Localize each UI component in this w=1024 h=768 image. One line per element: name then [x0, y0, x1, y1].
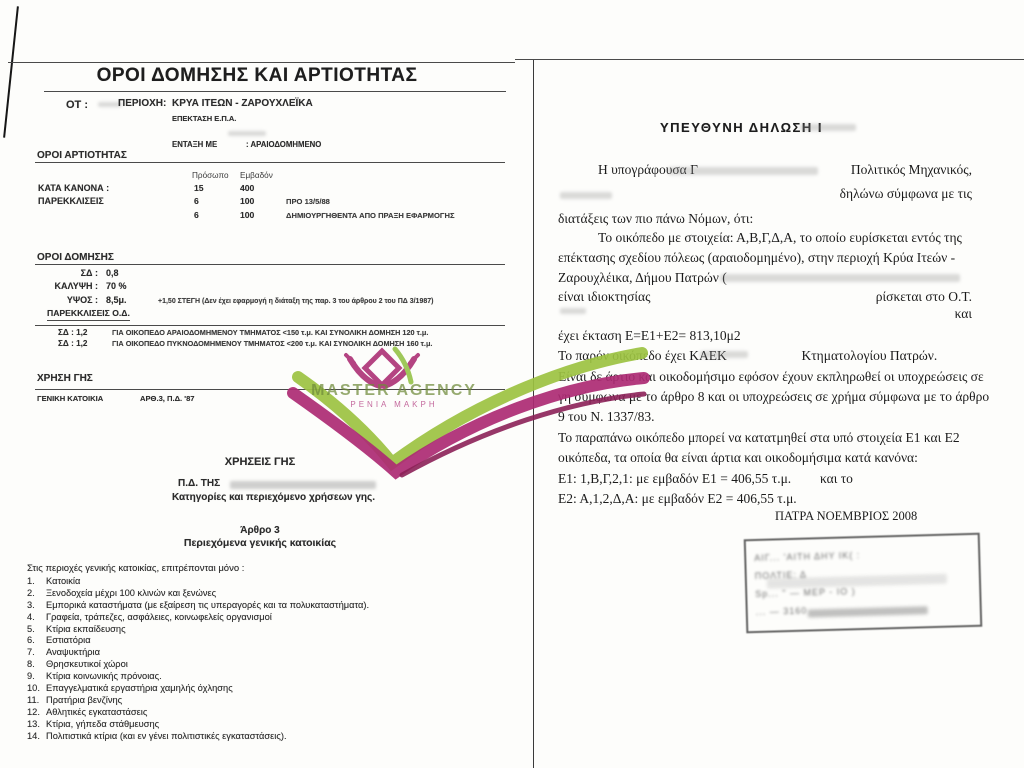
line-text: Το παρόν οικόπεδο έχει ΚΑΕΚ — [558, 348, 727, 363]
row-label: ΣΔ : 1,2 — [58, 328, 88, 337]
list-item — [27, 600, 505, 612]
xriseis-gis-heading: ΧΡΗΣΕΙΣ ΓΗΣ — [224, 456, 296, 468]
paragraph-line — [558, 471, 972, 487]
stamp-box — [744, 533, 983, 634]
list-item — [27, 635, 505, 647]
redaction-smudge — [230, 481, 376, 489]
row-value: 70 % — [106, 281, 127, 292]
xrisi-gis-ref: ΑΡΘ.3, Π.Δ. '87 — [140, 394, 195, 403]
redaction-smudge — [560, 192, 612, 199]
stamp-text: ΠΟΛΤΙΕ: Δ — [754, 569, 808, 582]
xrisi-gis-value: ΓΕΝΙΚΗ ΚΑΤΟΙΚΙΑ — [37, 394, 104, 403]
row-note: ΔΗΜΙΟΥΡΓΗΘΕΝΤΑ ΑΠΟ ΠΡΑΞΗ ΕΦΑΡΜΟΓΗΣ — [286, 210, 455, 220]
list-item-text: Κτίρια εκπαίδευσης — [46, 623, 126, 634]
line-text: Ε1: 1,Β,Γ,2,1: με εμβαδόν Ε1 = 406,55 τ.μ. — [558, 471, 792, 486]
list-item-text: Πρατήρια βενζίνης — [46, 694, 123, 705]
paragraph-line: έχει έκταση Ε=Ε1+Ε2= 813,10μ2 — [558, 328, 741, 343]
page-title: ΟΡΟΙ ΔΟΜΗΣΗΣ ΚΑΙ ΑΡΤΙΟΤΗΤΑΣ — [96, 65, 418, 86]
table-row — [36, 295, 504, 308]
line-text: ρίσκεται στο Ο.Τ. — [875, 289, 972, 304]
scan-edge-line — [3, 6, 19, 137]
list-item — [27, 576, 505, 588]
row-emvadon: 400 — [240, 183, 255, 193]
list-item — [27, 647, 505, 659]
arthro-heading: Άρθρο 3 — [240, 525, 280, 536]
stamp-text: ΑΙΓ... 'ΑΙΤΗ ΔΗΥ ΙΚ( : — [754, 550, 861, 564]
paragraph-line: Ζαρουχλέικα, Δήμου Πατρών ( — [558, 270, 727, 285]
paragraph-line: Το οικόπεδο με στοιχεία: Α,Β,Γ,Δ,Α, το οποίο ευρίσκεται εντός της — [598, 230, 962, 245]
list-item-number: 5. — [27, 623, 35, 634]
stamp-text: ... — 3160 — [755, 605, 808, 618]
date-line: ΠΑΤΡΑ ΝΟΕΜΒΡΙΟΣ 2008 — [775, 509, 918, 523]
row-emvadon: 100 — [240, 209, 255, 220]
uses-intro: Στις περιοχές γενικής κατοικίας, επιτρέπονται μόνο : — [27, 563, 245, 574]
list-item — [27, 707, 505, 719]
redaction-smudge — [808, 606, 928, 617]
row-value: 0,8 — [106, 268, 119, 278]
page-divider-line — [533, 60, 534, 768]
list-item — [27, 588, 505, 600]
list-item — [27, 624, 505, 636]
watermark-tulip-icon — [346, 349, 418, 386]
arthro-subtitle: Περιεχόμενα γενικής κατοικίας — [183, 537, 337, 549]
parekkliseis-heading: ΠΑΡΕΚΚΛΙΣΕΙΣ Ο.Δ. — [47, 308, 130, 321]
list-item-text: Ξενοδοχεία μέχρι 100 κλινών και ξενώνες — [46, 587, 217, 598]
list-item-text: Αναψυκτήρια — [46, 647, 100, 658]
paragraph-line: Ε2: Α,1,2,Δ,Α: με εμβαδόν Ε2 = 406,55 τ.μ. — [558, 491, 797, 506]
col-prosopo: Πρόσωπο — [192, 171, 229, 180]
domisi-heading: ΟΡΟΙ ΔΟΜΗΣΗΣ — [37, 252, 114, 263]
list-item-text: Κατοικία — [46, 576, 81, 586]
redaction-smudge — [720, 274, 960, 282]
domisi-rule — [35, 264, 505, 265]
row-label: ΣΔ : — [80, 268, 98, 278]
redaction-smudge — [700, 351, 748, 358]
paragraph-line: δηλώνω σύμφωνα με τις — [839, 186, 972, 201]
list-item-text: Αθλητικές εγκαταστάσεις — [46, 706, 148, 717]
artiotita-table — [38, 183, 506, 223]
ot-label: ΟΤ : — [66, 99, 88, 111]
redaction-smudge — [800, 124, 856, 131]
parekkliseis-rule — [35, 325, 505, 326]
artiotita-header-row — [38, 171, 468, 180]
xrisi-gis-rule — [35, 389, 505, 390]
expansion-label: ΕΠΕΚΤΑΣΗ Ε.Π.Α. — [172, 114, 237, 123]
table-row — [38, 196, 506, 209]
row-label: ΣΔ : 1,2 — [58, 339, 88, 349]
line-text: Πολιτικός Μηχανικός, — [850, 162, 972, 177]
table-row — [38, 210, 506, 223]
left-top-rule — [8, 62, 515, 63]
parekkliseis-table — [58, 328, 504, 351]
list-item-number: 10. — [27, 683, 40, 694]
list-item-number: 6. — [27, 635, 35, 646]
row-text: ΓΙΑ ΟΙΚΟΠΕΔΟ ΑΡΑΙΟΔΟΜΗΜΕΝΟΥ ΤΜΗΜΑΤΟΣ <150 τ.μ. ΚΑΙ ΣΥΝΟΛΙΚΗ ΔΟΜΗΣΗ 120 τ.μ. — [112, 328, 429, 337]
row-label: ΥΨΟΣ : — [66, 294, 98, 305]
list-item-text: Κτίρια κοινωνικής πρόνοιας. — [46, 671, 162, 682]
list-item-text: Γραφεία, τράπεζες, ασφάλειες, κοινωφελείς οργανισμοί — [46, 611, 272, 622]
list-item-text: Εμπορικά καταστήματα (με εξαίρεση τις υπεραγορές και τα πολυκαταστήματα). — [46, 599, 370, 610]
table-row — [36, 281, 504, 294]
row-text: ΓΙΑ ΟΙΚΟΠΕΔΟ ΠΥΚΝΟΔΟΜΗΜΕΝΟΥ ΤΜΗΜΑΤΟΣ <200 τ.μ. ΚΑΙ ΣΥΝΟΛΙΚΗ ΔΟΜΗΣΗ 160 τ.μ. — [112, 339, 433, 349]
row-note: ΠΡΟ 13/5/88 — [286, 197, 330, 207]
paragraph-line: επέκτασης σχεδίου πόλεως (αραιοδομημένο), στην περιοχή Κρύα Ιτεών - — [558, 250, 956, 265]
list-item-number: 2. — [27, 587, 35, 598]
paragraph-line: οικόπεδα, τα οποία θα είναι άρτια και οικοδομήσιμα κατά κανόνα: — [558, 450, 918, 465]
declaration-heading: ΥΠΕΥΘΥΝΗ ΔΗΛΩΣΗ Ι — [660, 120, 823, 135]
domisi-table — [36, 268, 504, 308]
list-item — [27, 671, 505, 683]
row-prosopo: 6 — [194, 209, 199, 220]
list-item-number: 12. — [27, 706, 40, 717]
list-item-number: 14. — [27, 730, 40, 741]
paragraph-line: γη σύμφωνα με το άρθρο 8 και οι υποχρεώσεις σε χρήμα σύμφωνα με το άρθρο — [558, 389, 990, 404]
row-emvadon: 100 — [240, 196, 255, 207]
artiotita-heading: ΟΡΟΙ ΑΡΤΙΟΤΗΤΑΣ — [37, 150, 127, 161]
xriseis-subtitle: Κατηγορίες και περιεχόμενο χρήσεων γης. — [172, 492, 376, 503]
line-text: Η υπογράφουσα Γ — [598, 162, 698, 177]
list-item-number: 8. — [27, 659, 35, 670]
row-label: ΚΑΛΥΨΗ : — [54, 281, 98, 292]
list-item — [27, 612, 505, 624]
paragraph-line: διατάξεις των πιο πάνω Νόμων, ότι: — [558, 211, 754, 226]
watermark-sub-text: ΡΕΝΙΑ ΜΑΚΡΗ — [350, 400, 438, 409]
stamp-text: Sp... " — ΜΕΡ - ΙΟ ) — [755, 586, 856, 600]
list-item — [27, 659, 505, 671]
list-item — [27, 683, 505, 695]
paragraph-line: Το παραπάνω οικόπεδο μπορεί να κατατμηθεί στα υπό στοιχεία Ε1 και Ε2 — [558, 430, 960, 445]
row-value: 8,5μ. — [106, 294, 127, 305]
row-prosopo: 6 — [194, 196, 199, 207]
col-emvadon: Εμβαδόν — [240, 171, 273, 180]
list-item-number: 4. — [27, 611, 35, 622]
list-item-text: Θρησκευτικοί χώροι — [46, 659, 128, 670]
line-text: είναι ιδιοκτησίας — [558, 289, 651, 304]
list-item — [27, 731, 505, 743]
row-prosopo: 15 — [194, 183, 204, 193]
paragraph-line: Είναι δε άρτιο και οικοδομήσιμο εφόσον έχουν εκπληρωθεί οι υποχρεώσεις σε — [558, 369, 984, 384]
table-row — [38, 183, 506, 196]
entaxi-value: : ΑΡΑΙΟΔΟΜΗΜΕΝΟ — [246, 140, 322, 149]
xrisi-gis-heading: ΧΡΗΣΗ ΓΗΣ — [37, 373, 93, 384]
watermark-brand-text: MASTER AGENCY — [311, 382, 477, 399]
list-item-number: 3. — [27, 599, 35, 610]
line-text: Κτηματολογίου Πατρών. — [801, 348, 938, 363]
row-note: +1,50 ΣΤΕΓΗ (Δεν έχει εφαρμογή η διάταξη της παρ. 3 του άρθρου 2 του ΠΔ 3/1987) — [158, 297, 434, 305]
paragraph-line: 9 του Ν. 1337/83. — [558, 409, 655, 424]
right-top-rule — [515, 59, 1024, 60]
region-value: ΚΡΥΑ ΙΤΕΩΝ - ΖΑΡΟΥΧΛΕΪΚΑ — [172, 98, 313, 109]
pd-label: Π.Δ. ΤΗΣ — [178, 478, 221, 489]
title-under-rule — [44, 91, 506, 92]
paragraph-line: και — [954, 306, 972, 321]
uses-list — [27, 576, 505, 742]
list-item-text: Κτίρια, γήπεδα στάθμευσης — [46, 718, 160, 729]
row-label: ΠΑΡΕΚΚΛΙΣΕΙΣ — [38, 196, 104, 207]
paragraph-line — [558, 289, 972, 305]
list-item — [27, 719, 505, 731]
list-item-text: Επαγγελματικά εργαστήρια χαμηλής όχλησης — [46, 683, 233, 694]
table-row — [58, 328, 504, 339]
entaxi-label: ΕΝΤΑΞΗ ΜΕ — [172, 140, 218, 149]
list-item-text: Πολιτιστικά κτίρια (και εν γένει πολιτιστικές εγκαταστάσεις). — [46, 730, 287, 741]
table-row — [58, 339, 504, 350]
list-item-number: 11. — [27, 694, 40, 705]
redaction-smudge — [668, 167, 818, 175]
list-item-number: 9. — [27, 671, 35, 682]
list-item-number: 1. — [27, 576, 35, 586]
list-item-number: 13. — [27, 718, 40, 729]
region-label: ΠΕΡΙΟΧΗ: — [118, 98, 167, 109]
list-item — [27, 695, 505, 707]
row-label: ΚΑΤΑ ΚΑΝΟΝΑ : — [38, 183, 110, 193]
artiotita-rule — [35, 162, 505, 163]
list-item-number: 7. — [27, 647, 35, 658]
list-item-text: Εστιατόρια — [46, 635, 91, 646]
line-text: και το — [819, 471, 853, 486]
paragraph-line — [558, 348, 972, 364]
redaction-smudge — [228, 131, 266, 136]
table-row — [36, 268, 504, 281]
